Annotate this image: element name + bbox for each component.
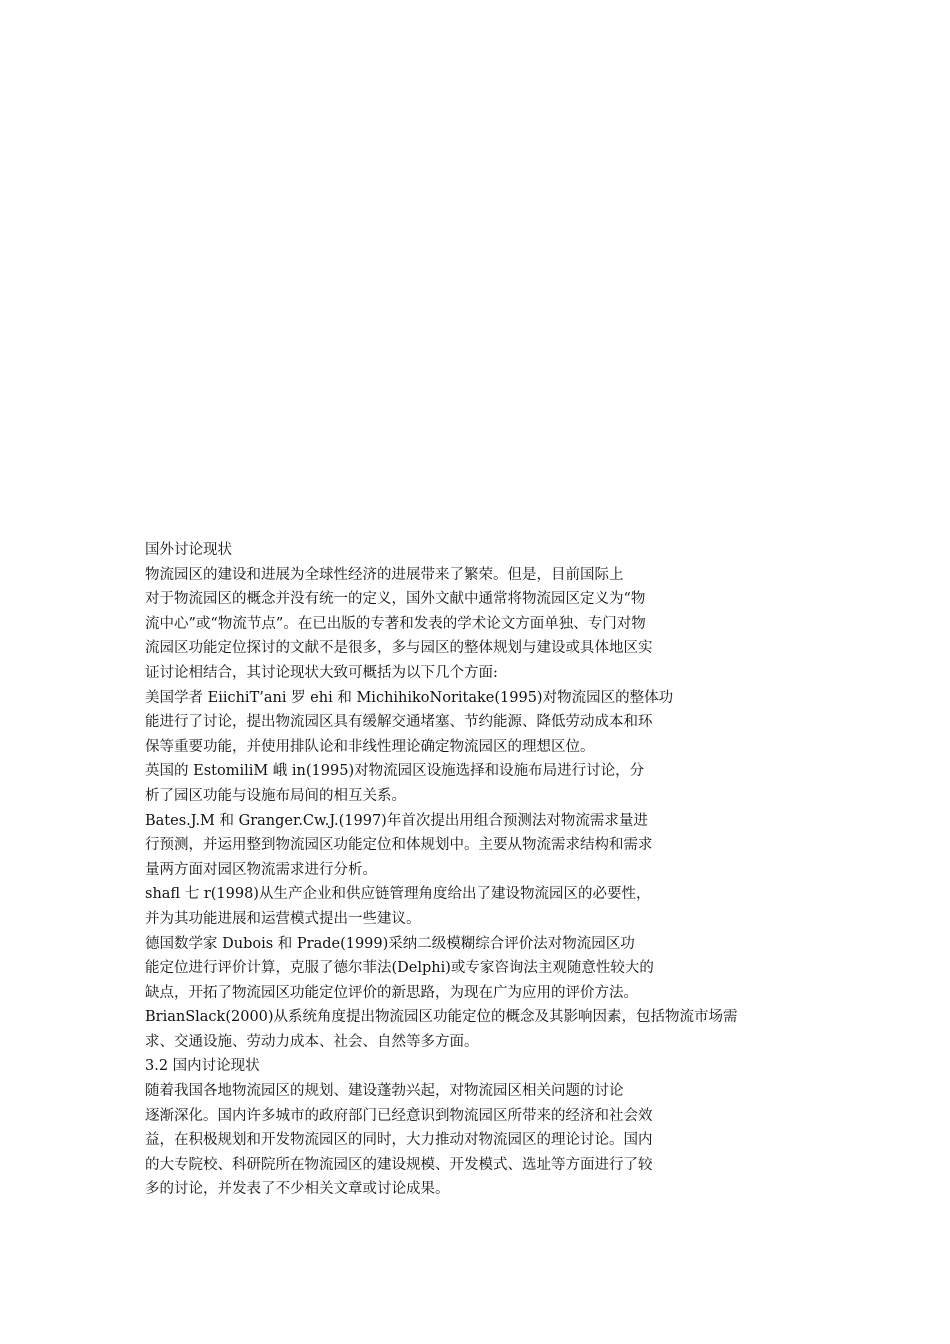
text-line: 美国学者 EiichiT’ani 罗 ehi 和 MichihikoNoritake(1995)对物流园区的整体功 <box>145 689 674 706</box>
text-line: 能进行了讨论，提出物流园区具有缓解交通堵塞、节约能源、降低劳动成本和环 <box>145 714 653 731</box>
text-line: 对于物流园区的概念并没有统一的定义，国外文献中通常将物流园区定义为“物 <box>145 591 646 608</box>
text-line: 求、交通设施、劳动力成本、社会、自然等多方面。 <box>145 1033 479 1050</box>
text-line: 逐渐深化。国内许多城市的政府部门已经意识到物流园区所带来的经济和社会效 <box>145 1107 653 1124</box>
text-line: 证讨论相结合，其讨论现状大致可概括为以下几个方面: <box>145 664 498 681</box>
section-heading-domestic: 3.2 国内讨论现状 <box>145 1058 260 1075</box>
text-line: 并为其功能进展和运营模式提出一些建议。 <box>145 910 421 927</box>
text-line: Bates.J.M 和 Granger.Cw.J.(1997)年首次提出用组合预测法对物流需求量进 <box>145 812 648 829</box>
text-line: 益，在积极规划和开发物流园区的同时，大力推动对物流园区的理论讨论。国内 <box>145 1132 653 1149</box>
text-line: 物流园区的建设和进展为全球性经济的进展带来了繁荣。但是，目前国际上 <box>145 566 624 583</box>
text-line: 量两方面对园区物流需求进行分析。 <box>145 861 377 878</box>
text-line: 缺点，开拓了物流园区功能定位评价的新思路，为现在广为应用的评价方法。 <box>145 984 638 1001</box>
document-body <box>145 538 925 1202</box>
text-line: 的大专院校、科研院所在物流园区的建设规模、开发模式、选址等方面进行了较 <box>145 1156 653 1173</box>
text-line: 德国数学家 Dubois 和 Prade(1999)采纳二级模糊综合评价法对物流园区功 <box>145 935 635 952</box>
text-line: shafl 七 r(1998)从生产企业和供应链管理角度给出了建设物流园区的必要性， <box>145 886 651 903</box>
text-line: 能定位进行评价计算，克服了德尔菲法(Delphi)或专家咨询法主观随意性较大的 <box>145 960 654 977</box>
section-heading-foreign: 国外讨论现状 <box>145 542 232 558</box>
text-line: 英国的 EstomiliM 峨 in(1995)对物流园区设施选择和设施布局进行讨论，分 <box>145 763 645 780</box>
text-line: BrianSlack(2000)从系统角度提出物流园区功能定位的概念及其影响因素，包括物流市场需 <box>145 1009 738 1026</box>
text-line: 析了园区功能与设施布局间的相互关系。 <box>145 787 406 804</box>
text-line: 多的讨论，并发表了不少相关文章或讨论成果。 <box>145 1181 450 1198</box>
text-line: 行预测，并运用整到物流园区功能定位和体规划中。主要从物流需求结构和需求 <box>145 837 653 854</box>
text-line: 保等重要功能，并使用排队论和非线性理论确定物流园区的理想区位。 <box>145 738 595 755</box>
text-line: 流中心”或“物流节点”。在已出版的专著和发表的学术论文方面单独、专门对物 <box>145 615 646 632</box>
text-line: 随着我国各地物流园区的规划、建设蓬勃兴起，对物流园区相关问题的讨论 <box>145 1083 624 1100</box>
text-line: 流园区功能定位探讨的文献不是很多，多与园区的整体规划与建设或具体地区实 <box>145 640 653 657</box>
